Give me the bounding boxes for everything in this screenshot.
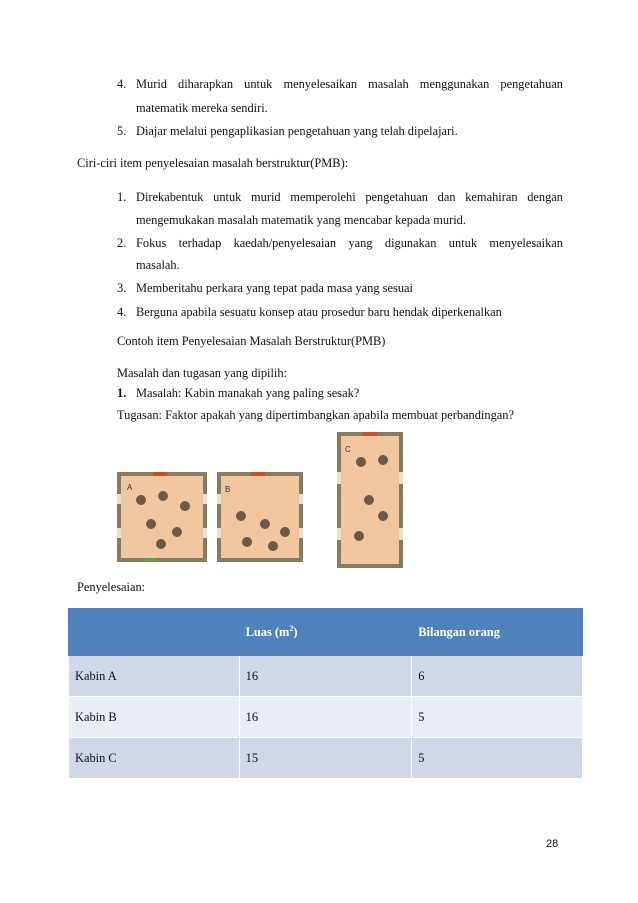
table-row — [69, 697, 583, 738]
table-cell: Kabin B — [69, 697, 240, 738]
table-row — [69, 656, 583, 697]
table-cell: 5 — [412, 738, 583, 779]
page-number: 28 — [546, 838, 559, 850]
table-cell: 16 — [239, 656, 412, 697]
list-item-text: mengemukakan masalah matematik yang mencabar kepada murid. — [136, 213, 466, 227]
list-number: 2. — [117, 236, 127, 250]
section-heading: Ciri-ciri item penyelesaian masalah berstruktur(PMB): — [77, 156, 349, 170]
data-table — [68, 608, 583, 779]
list-number: 1. — [117, 190, 127, 204]
cabin-b-label: B — [225, 485, 231, 494]
problem-number: 1. — [117, 386, 127, 400]
table-cell: Kabin A — [69, 656, 240, 697]
cabin-c-image — [337, 432, 403, 568]
list-item-text: Berguna apabila sesuatu konsep atau prosedur baru hendak diperkenalkan — [136, 305, 502, 319]
list-item-text: Direkabentuk untuk murid memperolehi pengetahuan dan kemahiran dengan — [136, 190, 563, 204]
list-item-text: matematik mereka sendiri. — [136, 101, 268, 115]
list-item-text: Murid diharapkan untuk menyelesaikan masalah menggunakan pengetahuan — [136, 77, 563, 91]
list-number: 5. — [117, 124, 127, 138]
table-cell: 16 — [239, 697, 412, 738]
table-header-row — [69, 609, 583, 656]
table-header-bilangan: Bilangan orang — [412, 609, 583, 656]
cabins-illustration — [115, 432, 411, 570]
problem-text: Masalah: Kabin manakah yang paling sesak? — [136, 386, 360, 400]
table-cell: Kabin C — [69, 738, 240, 779]
list-number: 3. — [117, 281, 127, 295]
example-heading: Contoh item Penyelesaian Masalah Berstruktur(PMB) — [117, 334, 386, 348]
cabin-a-image — [117, 472, 207, 562]
list-item-text: Memberitahu perkara yang tepat pada masa yang sesuai — [136, 281, 413, 295]
cabin-c-label: C — [345, 445, 351, 454]
table-header-luas: Luas $(m^2)$ — [239, 609, 412, 656]
task-text: Tugasan: Faktor apakah yang dipertimbangkan apabila membuat perbandingan? — [117, 408, 514, 422]
table-cell: 5 — [412, 697, 583, 738]
list-number: 4. — [117, 77, 127, 91]
list-number: 4. — [117, 305, 127, 319]
cabin-b-image — [217, 472, 303, 562]
table-row — [69, 738, 583, 779]
list-item-text: Diajar melalui pengaplikasian pengetahuan yang telah dipelajari. — [136, 124, 458, 138]
table-cell: 15 — [239, 738, 412, 779]
list-item-text: masalah. — [136, 258, 180, 272]
cabin-a-label: A — [127, 483, 133, 492]
solution-heading: Penyelesaian: — [77, 580, 146, 594]
table-cell: 6 — [412, 656, 583, 697]
problem-intro: Masalah dan tugasan yang dipilih: — [117, 366, 287, 380]
table-header-cell — [69, 609, 240, 656]
list-item-text: Fokus terhadap kaedah/penyelesaian yang digunakan untuk menyelesaikan — [136, 236, 563, 250]
